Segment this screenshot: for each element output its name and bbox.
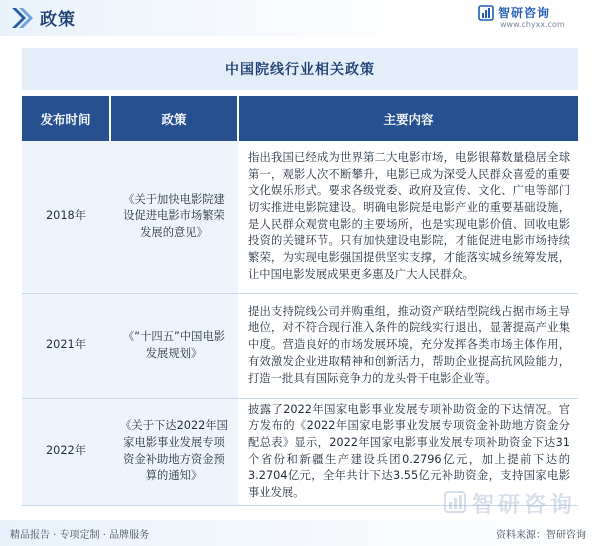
section-title: 政策 <box>40 10 76 30</box>
row-time: 2022年 <box>22 398 110 505</box>
row-time: 2021年 <box>22 293 110 398</box>
row-content: 提出支持院线公司并购重组，推动资产联结型院线占据市场主导地位，对不符合现行准入条件的院线实行退出，显著提高产业集中度。营造良好的市场发展环境，充分发挥各类市场主体作用，有效激发企业进取精神和创新活力，帮助企业提高抗风险能力，打造一批具有国际竞争力的龙头骨干电影企业等。 <box>238 293 578 398</box>
row-policy: 《关于加快电影院建设促进电影市场繁荣发展的意见》 <box>110 141 238 293</box>
column-header-policy: 政策 <box>110 96 238 141</box>
footer-source: 资料来源：智研咨询 <box>496 530 586 541</box>
header <box>0 0 600 36</box>
table-header-row <box>22 96 578 141</box>
table-row <box>22 293 578 398</box>
row-content: 披露了2022年国家电影事业发展专项补助资金的下达情况。官方发布的《2022年国家电影事业发展专项资金补助地方资金分配总表》显示，2022年国家电影事业发展专项补助资金下达31个省份和新疆生产建设兵团0.2796亿元，加上提前下达的3.2704亿元，全年共计下达3.55亿元补助资金，支持国家电影事业发展。 <box>238 398 578 505</box>
footer <box>0 520 600 546</box>
row-time: 2018年 <box>22 141 110 293</box>
watermark-text: 智研咨询 <box>472 493 577 518</box>
watermark-icon <box>444 491 466 513</box>
column-header-content: 主要内容 <box>238 96 578 141</box>
table-title: 中国院线行业相关政策 <box>22 48 578 90</box>
column-header-time: 发布时间 <box>22 96 110 141</box>
brand-icon <box>478 5 494 21</box>
policy-table <box>22 96 578 506</box>
brand-logo <box>478 4 588 34</box>
footer-slogan: 精品报告 · 专项定制 · 品牌服务 <box>10 530 150 541</box>
table-row <box>22 141 578 293</box>
row-policy: 《关于下达2022年国家电影事业发展专项资金补助地方资金预算的通知》 <box>110 398 238 505</box>
row-content: 指出我国已经成为世界第二大电影市场，电影银幕数量稳居全球第一，观影人次不断攀升，电影已成为深受人民群众喜爱的重要文化娱乐形式。要求各级党委、政府及宣传、文化、广电等部门切实推进电影院建设。明确电影院是电影产业的重要基础设施，是人民群众观赏电影的主要场所，也是实现电影价值、回收电影投资的关键环节。只有加快建设电影院，才能促进电影市场持续繁荣，为实现电影强国提供坚实支撑，才能落实城乡统筹发展，让中国电影发展成果更多惠及广大人民群众。 <box>238 141 578 293</box>
brand-name: 智研咨询 <box>498 6 551 20</box>
watermark <box>444 488 584 518</box>
row-policy: 《“十四五”中国电影发展规划》 <box>110 293 238 398</box>
double-chevron-icon <box>10 6 34 30</box>
brand-url: www.chyxx.com <box>500 20 565 29</box>
